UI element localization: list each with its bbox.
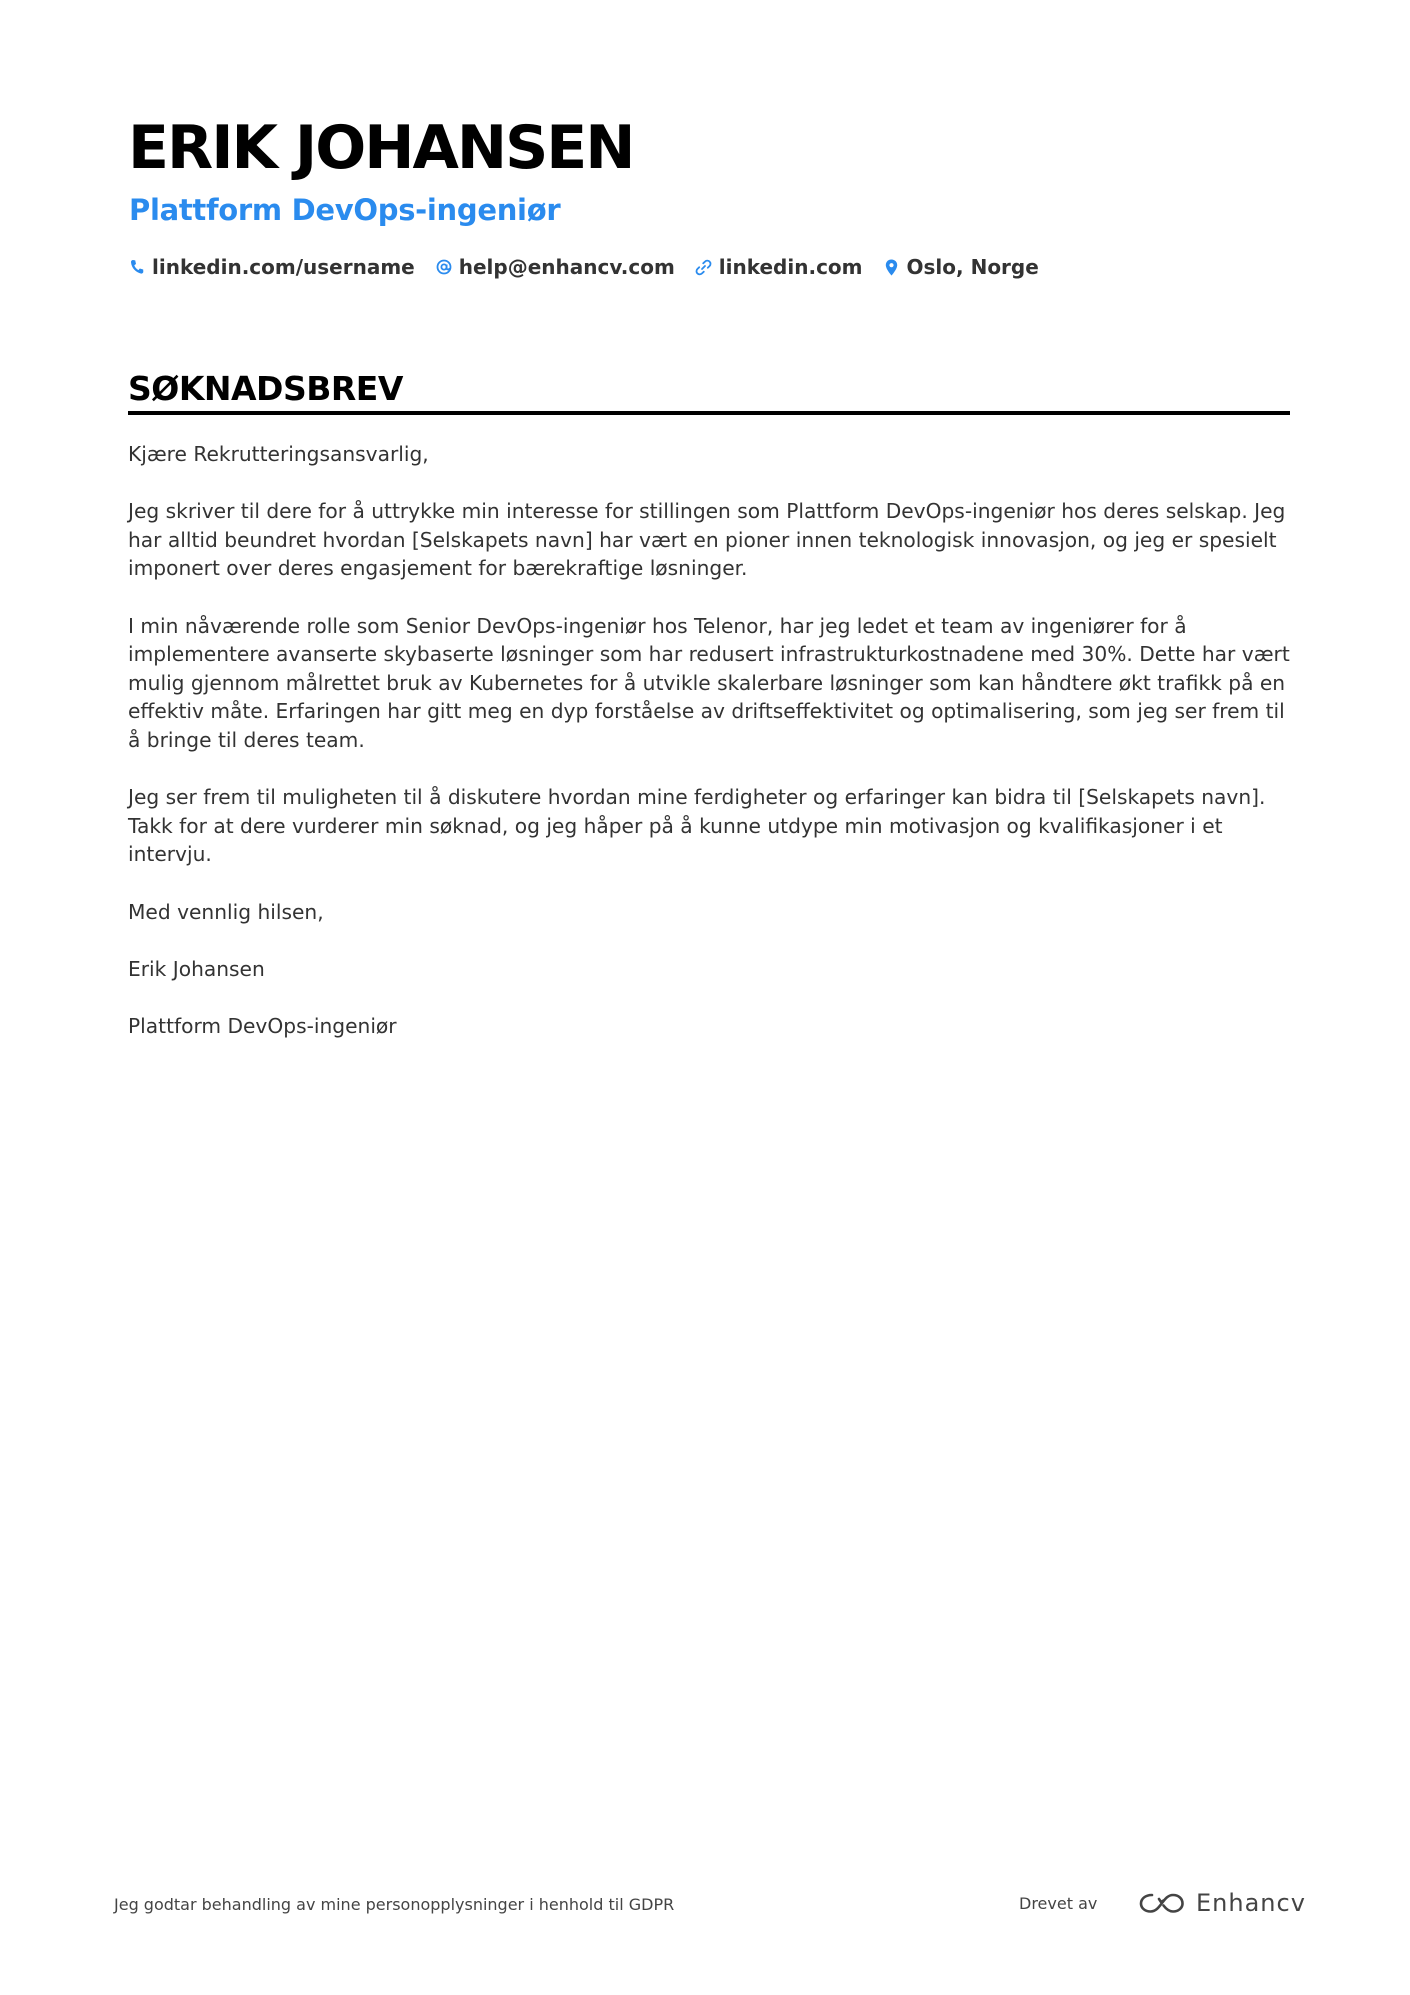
at-icon xyxy=(435,257,453,277)
letter-body xyxy=(128,440,1293,1069)
signature-title: Plattform DevOps-ingeniør xyxy=(128,1013,397,1038)
brand-link[interactable] xyxy=(1138,1888,1306,1918)
letter-paragraph: Jeg ser frem til muligheten til å diskutere hvordan mine ferdigheter og erfaringer kan bidra til [Selskapets navn]. Takk for at dere vurderer min søknad, og jeg håper på å kunne utdype min motivasjon og kvalifikasjoner i et intervju. xyxy=(128,785,1266,867)
contact-location xyxy=(883,252,1039,282)
powered-by-label: Drevet av xyxy=(1019,1894,1098,1913)
location-pin-icon xyxy=(883,257,901,277)
letter-greeting: Kjære Rekrutteringsansvarlig, xyxy=(128,442,429,466)
section-divider xyxy=(128,411,1290,415)
contact-location-text: Oslo, Norge xyxy=(906,255,1039,279)
signature-name: Erik Johansen xyxy=(128,956,265,981)
enhancv-logo-icon xyxy=(1138,1888,1186,1918)
contact-phone-text: linkedin.com/username xyxy=(152,255,415,279)
contact-email[interactable] xyxy=(435,252,675,282)
contact-email-text: help@enhancv.com xyxy=(458,255,675,279)
letter-paragraph: I min nåværende rolle som Senior DevOps-ingeniør hos Telenor, har jeg ledet et team av ingeniører for å implementere avanserte skybaserte løsninger som har redusert infrastrukturkostnadene med 30%. Dette har vært mulig gjennom målrettet bruk av Kubernetes for å utvikle skalerbare løsninger som kan håndtere økt trafikk på en effektiv måte. Erfaringen har gitt meg en dyp forståelse av driftseffektivitet og optimalisering, som jeg ser frem til å bringe til deres team. xyxy=(128,613,1290,752)
contact-website-text: linkedin.com xyxy=(718,255,863,279)
letter-closing: Med vennlig hilsen, xyxy=(128,899,324,924)
gdpr-consent-note: Jeg godtar behandling av mine personopplysninger i henhold til GDPR xyxy=(114,1895,675,1914)
candidate-name: ERIK JOHANSEN xyxy=(128,113,634,183)
letter-paragraph: Jeg skriver til dere for å uttrykke min interesse for stillingen som Plattform DevOps-ingeniør hos deres selskap. Jeg har alltid beundret hvordan [Selskapets navn] har vært en pioner innen teknologisk innovasjon, og jeg er spesielt imponert over deres engasjement for bærekraftige løsninger. xyxy=(128,499,1286,581)
section-title: SØKNADSBREV xyxy=(128,369,403,408)
brand-name: Enhancv xyxy=(1196,1889,1306,1917)
phone-icon xyxy=(128,257,146,277)
candidate-title: Plattform DevOps-ingeniør xyxy=(129,193,561,227)
contact-bar xyxy=(128,252,1059,282)
contact-website[interactable] xyxy=(695,252,863,282)
contact-phone[interactable] xyxy=(128,252,415,282)
link-icon xyxy=(695,257,713,277)
